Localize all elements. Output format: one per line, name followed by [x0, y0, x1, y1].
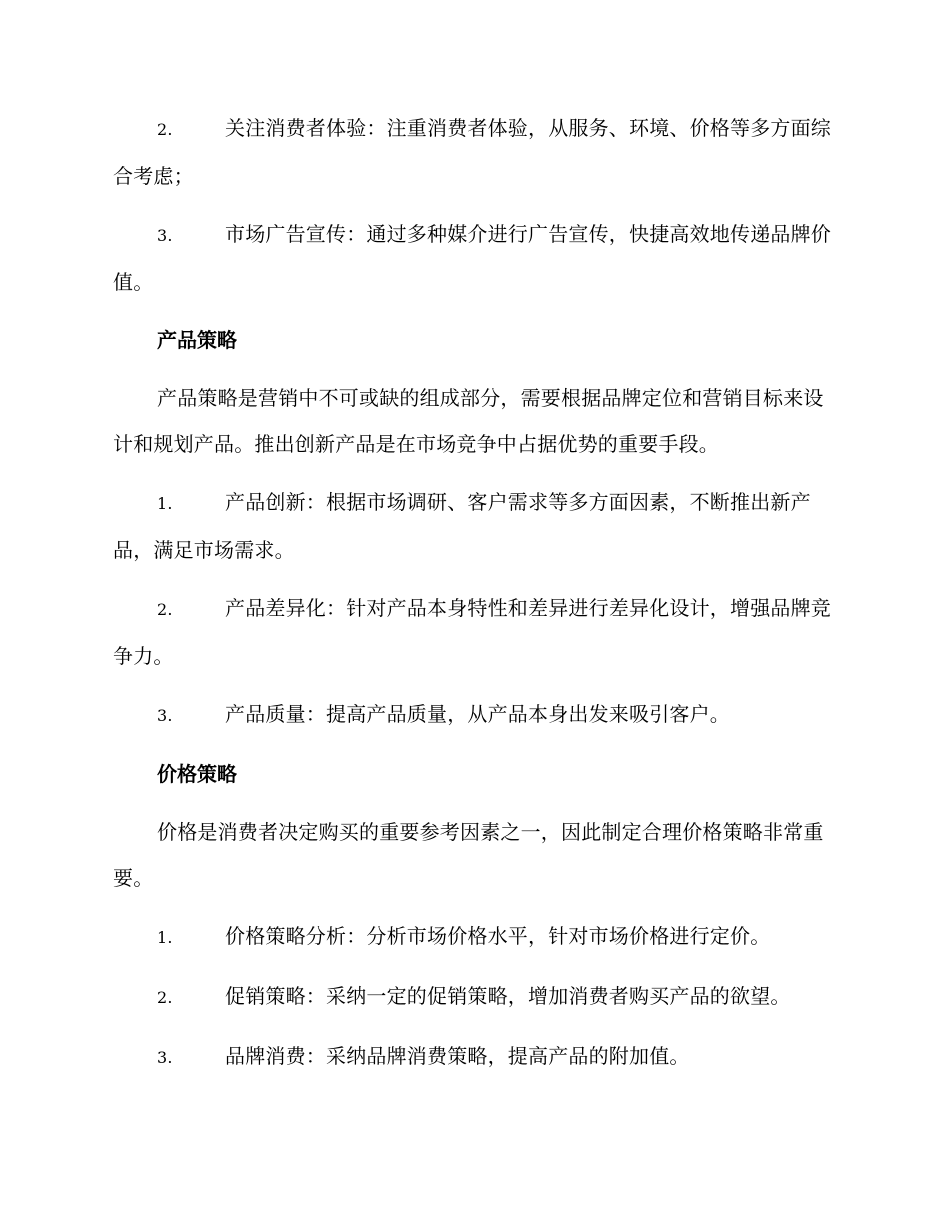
section-heading-product: 产品策略: [157, 328, 237, 352]
list-item-number: 2.: [157, 600, 173, 619]
list-item-text: 产品质量：提高产品质量，从产品本身出发来吸引客户。: [225, 702, 730, 726]
list-item-text: 品牌消费：采纳品牌消费策略，提高产品的附加值。: [225, 1044, 690, 1068]
list-item-number: 1.: [157, 928, 173, 947]
list-item: [113, 585, 835, 679]
list-item: [113, 105, 835, 199]
list-item: [113, 1033, 835, 1081]
section-intro-product: 产品策略是营销中不可或缺的组成部分，需要根据品牌定位和营销目标来设计和规划产品。推出创新产品是在市场竞争中占据优势的重要手段。: [113, 386, 824, 456]
list-item: [113, 479, 835, 573]
list-item-text: 关注消费者体验：注重消费者体验，从服务、环境、价格等多方面综合考虑；: [113, 116, 831, 188]
list-item: [113, 691, 835, 739]
section-heading-price: 价格策略: [157, 762, 237, 786]
list-item: [113, 973, 835, 1021]
list-item-number: 2.: [157, 120, 173, 139]
section-intro-price: 价格是消费者决定购买的重要参考因素之一，因此制定合理价格策略非常重要。: [113, 820, 824, 890]
list-item-text: 产品差异化：针对产品本身特性和差异进行差异化设计，增强品牌竞争力。: [113, 596, 831, 668]
list-item-number: 3.: [157, 1048, 173, 1067]
list-item: [113, 913, 835, 961]
document-body: [113, 105, 835, 1081]
list-item-number: 1.: [157, 494, 173, 513]
list-item-number: 2.: [157, 988, 173, 1007]
list-item-text: 市场广告宣传：通过多种媒介进行广告宣传，快捷高效地传递品牌价值。: [113, 222, 831, 294]
list-item-text: 促销策略：采纳一定的促销策略，增加消费者购买产品的欲望。: [225, 984, 791, 1008]
list-item-number: 3.: [157, 706, 173, 725]
list-item-text: 价格策略分析：分析市场价格水平，针对市场价格进行定价。: [225, 924, 771, 948]
list-item: [113, 211, 835, 305]
list-item-text: 产品创新：根据市场调研、客户需求等多方面因素，不断推出新产品，满足市场需求。: [113, 490, 811, 562]
list-item-number: 3.: [157, 226, 173, 245]
